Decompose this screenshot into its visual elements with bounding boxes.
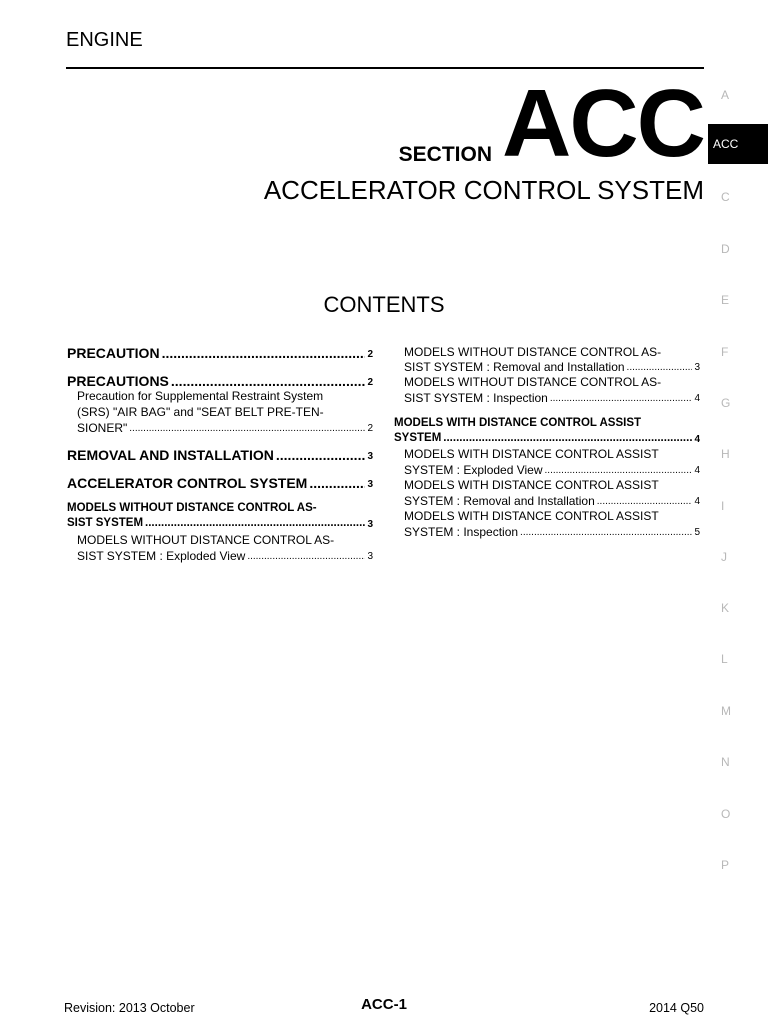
toc-without-exploded-line1[interactable]: MODELS WITHOUT DISTANCE CONTROL AS-	[77, 533, 335, 547]
toc-title: SIST SYSTEM : Inspection	[404, 391, 548, 405]
side-tab-f[interactable]: F	[721, 345, 729, 359]
toc-title: SYSTEM : Exploded View	[404, 463, 543, 477]
footer-model: 2014 Q50	[649, 1001, 704, 1015]
side-tab-o[interactable]: O	[721, 807, 731, 821]
footer-page-id: ACC-1	[361, 996, 407, 1013]
toc-page: 4	[694, 393, 700, 404]
side-tab-e[interactable]: E	[721, 293, 730, 307]
side-tab-acc[interactable]: ACC	[713, 137, 739, 151]
toc-entry-accelerator-control-system[interactable]	[67, 476, 373, 490]
toc-page: 3	[367, 551, 373, 562]
toc-title: ACCELERATOR CONTROL SYSTEM	[67, 475, 308, 491]
side-tab-c[interactable]: C	[721, 190, 730, 204]
toc-title: PRECAUTIONS	[67, 373, 169, 389]
toc-entry-srs[interactable]	[77, 422, 373, 434]
toc-page: 3	[367, 451, 373, 462]
toc-page: 3	[367, 479, 373, 490]
toc-title: SYSTEM : Removal and Installation	[404, 494, 595, 508]
side-tab-k[interactable]: K	[721, 601, 730, 615]
section-label: SECTION	[398, 143, 492, 166]
toc-title: SYSTEM : Inspection	[404, 525, 519, 539]
toc-without-removal-line1[interactable]: MODELS WITHOUT DISTANCE CONTROL AS-	[404, 345, 662, 359]
side-tab-n[interactable]: N	[721, 755, 730, 769]
footer-revision: Revision: 2013 October	[64, 1001, 195, 1015]
toc-page: 5	[694, 527, 700, 538]
toc-with-exploded-line1[interactable]: MODELS WITH DISTANCE CONTROL ASSIST	[404, 447, 659, 461]
side-tab-l[interactable]: L	[721, 652, 728, 666]
header-rule	[66, 67, 704, 69]
toc-page: 2	[367, 423, 373, 434]
toc-entry-without-inspection[interactable]	[404, 392, 700, 404]
toc-page: 4	[694, 465, 700, 476]
side-tab-h[interactable]: H	[721, 447, 730, 461]
side-tab-j[interactable]: J	[721, 550, 727, 564]
toc-entry-with-system[interactable]	[394, 433, 700, 445]
section-code: ACC	[502, 70, 704, 177]
side-tab-g[interactable]: G	[721, 396, 731, 410]
toc-title: PRECAUTION	[67, 345, 160, 361]
contents-heading: CONTENTS	[323, 292, 445, 317]
toc-without-line1[interactable]: MODELS WITHOUT DISTANCE CONTROL AS-	[67, 502, 317, 514]
toc-entry-precaution[interactable]	[67, 346, 373, 360]
side-tab-a[interactable]: A	[721, 88, 730, 102]
toc-page: 3	[694, 362, 700, 373]
toc-entry-removal-installation[interactable]	[67, 448, 373, 462]
toc-page: 4	[694, 433, 700, 445]
toc-page: 2	[367, 377, 373, 388]
toc-page: 3	[367, 518, 373, 530]
toc-page: 4	[694, 496, 700, 507]
toc-entry-without-system[interactable]	[67, 518, 373, 530]
toc-entry-with-exploded[interactable]	[404, 464, 700, 476]
toc-title: SIONER"	[77, 421, 128, 435]
toc-title: SIST SYSTEM	[67, 517, 144, 529]
toc-entry-without-exploded[interactable]	[77, 550, 373, 562]
toc-with-line1[interactable]: MODELS WITH DISTANCE CONTROL ASSIST	[394, 417, 642, 429]
toc-srs-line1[interactable]: Precaution for Supplemental Restraint System	[77, 389, 324, 403]
toc-entry-without-removal[interactable]	[404, 361, 700, 373]
toc-entry-with-inspection[interactable]	[404, 526, 700, 538]
toc-with-inspection-line1[interactable]: MODELS WITH DISTANCE CONTROL ASSIST	[404, 509, 659, 523]
toc-title: SIST SYSTEM : Exploded View	[77, 549, 246, 563]
side-tab-i[interactable]: I	[721, 499, 725, 513]
toc-title: SIST SYSTEM : Removal and Installation	[404, 360, 625, 374]
toc-entry-precautions[interactable]	[67, 374, 373, 388]
toc-title: REMOVAL AND INSTALLATION	[67, 447, 274, 463]
side-tab-p[interactable]: P	[721, 858, 730, 872]
toc-with-removal-line1[interactable]: MODELS WITH DISTANCE CONTROL ASSIST	[404, 478, 659, 492]
toc-title: SYSTEM	[394, 432, 442, 444]
section-title: ACCELERATOR CONTROL SYSTEM	[263, 175, 704, 205]
toc-entry-with-removal[interactable]	[404, 495, 700, 507]
toc-srs-line2[interactable]: (SRS) "AIR BAG" and "SEAT BELT PRE-TEN-	[77, 405, 324, 419]
toc-page: 2	[367, 349, 373, 360]
side-tab-m[interactable]: M	[721, 704, 731, 718]
side-tab-d[interactable]: D	[721, 242, 730, 256]
manual-category: ENGINE	[66, 29, 143, 51]
toc-without-inspection-line1[interactable]: MODELS WITHOUT DISTANCE CONTROL AS-	[404, 375, 662, 389]
